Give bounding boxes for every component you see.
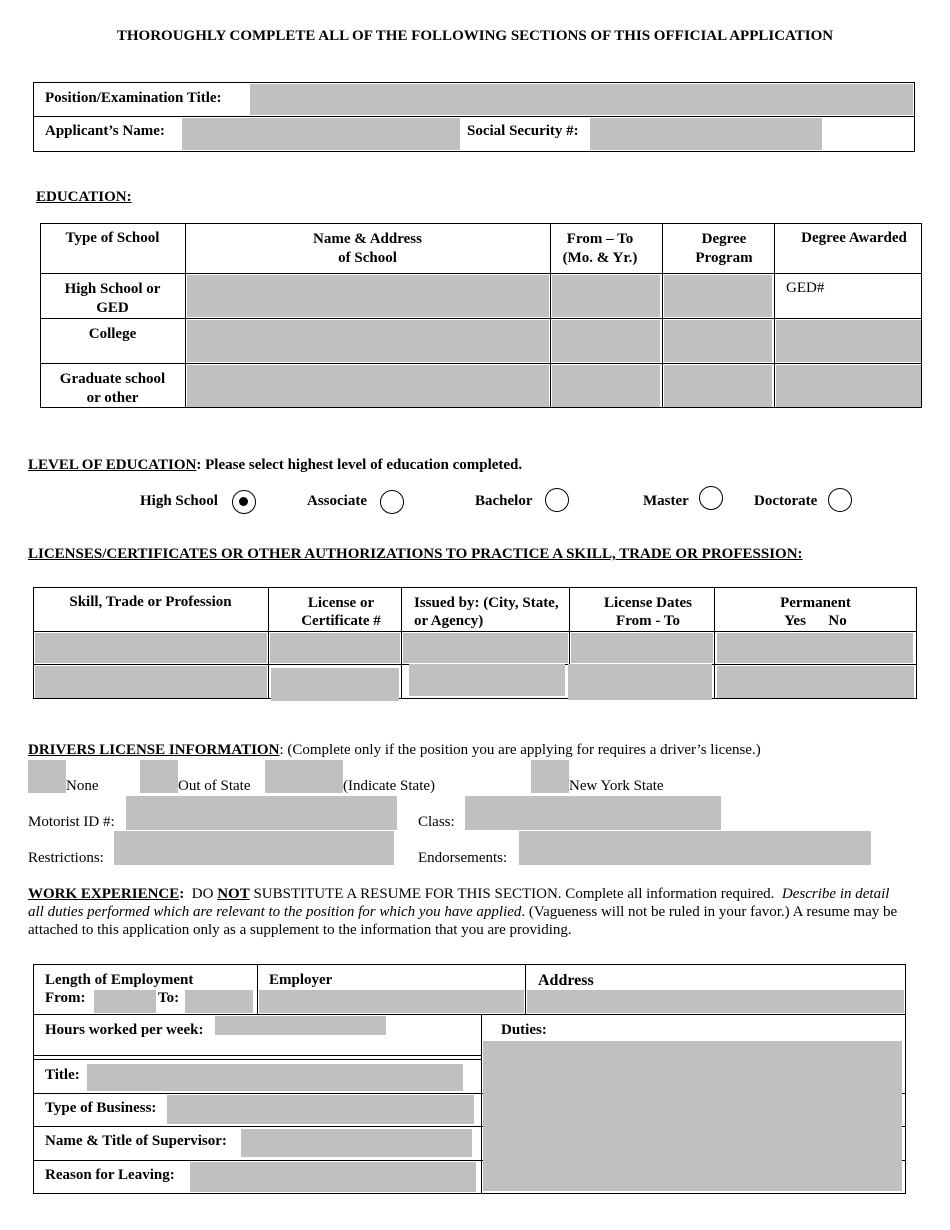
ged-label: GED# [786,280,825,296]
indicate-state-label: (Indicate State) [343,778,436,794]
edu-col-awarded: Degree Awarded [801,230,907,246]
supervisor-field[interactable] [241,1129,472,1157]
hours-label: Hours worked per week: [45,1022,204,1038]
grad-program-field[interactable] [664,365,772,407]
level-radio-master[interactable] [699,486,723,510]
edu-col-type: Type of School [65,230,160,246]
level-radio-bachelor[interactable] [545,488,569,512]
level-heading-line [28,457,522,474]
motorist-id-field[interactable] [126,796,397,830]
position-title-label: Position/Examination Title: [45,90,222,106]
edu-row-graduate: Graduate school or other [59,371,166,406]
level-radio-associate[interactable] [380,490,404,514]
lic-row2-skill-field[interactable] [35,666,267,698]
college-awarded-field[interactable] [776,320,921,362]
applicant-name-label: Applicant’s Name: [45,123,165,139]
position-title-field[interactable] [250,84,913,115]
edu-col-name: Name & Address of School [313,231,422,266]
level-option-highschool-label: High School [140,493,218,509]
class-field[interactable] [465,796,721,830]
to-field[interactable] [185,990,253,1013]
college-program-field[interactable] [664,320,772,362]
page-title: THOROUGHLY COMPLETE ALL OF THE FOLLOWING SECTIONS OF THIS OFFICIAL APPLICATION [116,28,834,44]
business-label: Type of Business: [45,1100,157,1116]
grad-awarded-field[interactable] [776,365,921,407]
title-field[interactable] [87,1064,463,1091]
employer-label: Employer [269,972,333,988]
duties-field[interactable] [483,1041,902,1191]
college-name-field[interactable] [187,320,549,362]
hs-dates-field[interactable] [552,275,660,317]
out-of-state-checkbox[interactable] [140,760,178,793]
duties-label: Duties: [501,1022,547,1038]
hours-field[interactable] [215,1016,386,1035]
work-heading: WORK EXPERIENCE [28,886,180,902]
edu-col-program: Degree Program [695,231,753,266]
lic-col-permanent: Permanent Yes No [780,595,851,629]
grad-dates-field[interactable] [552,365,660,407]
length-employment-label: Length of Employment [45,972,194,988]
edu-row-highschool: High School or GED [64,281,161,316]
level-option-master-label: Master [643,493,689,509]
drivers-heading-line [28,742,761,759]
licenses-heading: LICENSES/CERTIFICATES OR OTHER AUTHORIZATIONS TO PRACTICE A SKILL, TRADE OR PROFESSION: [28,546,803,562]
ny-state-checkbox[interactable] [531,760,569,793]
none-label: None [66,778,99,794]
lic-col-issued: Issued by: (City, State, or Agency) [414,595,559,629]
restrictions-label: Restrictions: [28,850,104,866]
level-option-associate-label: Associate [307,493,367,509]
applicant-name-field[interactable] [182,118,460,150]
out-of-state-label: Out of State [178,778,251,794]
hs-program-field[interactable] [664,275,772,317]
to-label: To: [158,990,180,1006]
class-label: Class: [418,814,455,830]
drivers-note: : (Complete only if the position you are applying for requires a driver’s license.) [279,742,761,758]
level-instruction: : Please select highest level of education completed. [196,457,523,473]
employer-field[interactable] [259,990,524,1013]
lic-col-skill: Skill, Trade or Profession [69,594,232,610]
work-instructions: WORK EXPERIENCE: DO NOT SUBSTITUTE A RESUME FOR THIS SECTION. Complete all information required. Describe in detail all duties performed which are relevant to the position for which you have applied. (Vagueness will not be ruled in your favor.) A resume may be attached to this application only as a supplement to the information that you are providing. [28,886,898,938]
hs-name-field[interactable] [187,275,549,317]
lic-col-number: License or Certificate # [301,595,381,629]
endorsements-field[interactable] [519,831,871,865]
state-field[interactable] [265,760,343,793]
level-option-doctorate-label: Doctorate [754,493,818,509]
reason-field[interactable] [190,1162,476,1192]
level-radio-highschool[interactable] [232,490,256,514]
address-label: Address [538,972,594,989]
lic-row2-permanent-field[interactable] [717,666,914,698]
supervisor-label: Name & Title of Supervisor: [45,1133,227,1149]
education-heading: EDUCATION: [36,189,132,205]
from-label: From: [45,990,86,1006]
lic-row2-dates-field[interactable] [568,664,712,700]
level-heading: LEVEL OF EDUCATION [28,457,197,473]
lic-row2-issued-field[interactable] [409,664,565,696]
endorsements-label: Endorsements: [418,850,508,866]
motorist-id-label: Motorist ID #: [28,814,115,830]
ssn-label: Social Security #: [467,123,579,139]
edu-row-college: College [88,326,137,342]
reason-label: Reason for Leaving: [45,1167,175,1183]
lic-row1-number-field[interactable] [270,633,400,663]
college-dates-field[interactable] [552,320,660,362]
address-field[interactable] [527,990,904,1013]
edu-col-dates: From – To (Mo. & Yr.) [562,231,638,266]
lic-row2-number-field[interactable] [271,668,399,701]
ny-state-label: New York State [569,778,664,794]
drivers-heading: DRIVERS LICENSE INFORMATION [28,742,280,758]
restrictions-field[interactable] [114,831,394,865]
level-radio-doctorate[interactable] [828,488,852,512]
lic-row1-skill-field[interactable] [35,633,267,663]
level-option-bachelor-label: Bachelor [475,493,533,509]
business-field[interactable] [167,1095,474,1124]
lic-row1-issued-field[interactable] [403,633,568,663]
from-field[interactable] [94,990,156,1013]
none-checkbox[interactable] [28,760,66,793]
lic-row1-dates-field[interactable] [571,633,713,663]
lic-row1-permanent-field[interactable] [717,633,913,663]
lic-col-dates: License Dates From - To [604,595,692,629]
ssn-field[interactable] [590,118,822,150]
grad-name-field[interactable] [187,365,549,407]
title-label: Title: [45,1067,80,1083]
